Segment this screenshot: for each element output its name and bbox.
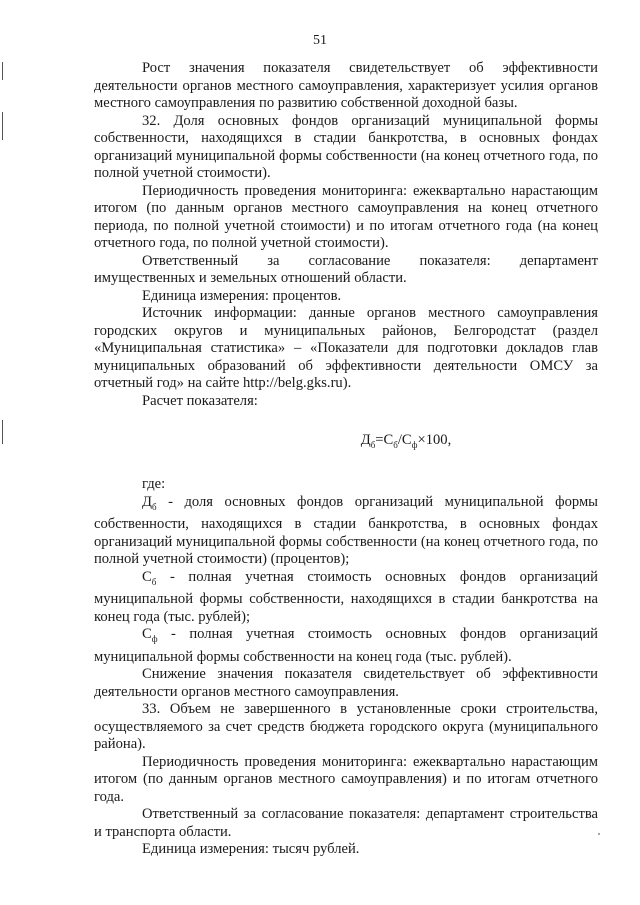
left-margin-mark-1 (2, 62, 3, 80)
formula-c2: С (401, 432, 412, 448)
left-margin-mark-3 (2, 420, 3, 444)
paragraph-decrease: Снижение значения показателя свидетельствует об эффективности деятельности органов местного самоуправления. (94, 666, 598, 700)
scan-speck (598, 833, 600, 835)
formula-eq: = (375, 432, 384, 448)
def-c1-text: - полная учетная стоимость основных фондов организаций муниципальной формы собственности, находящихся в стадии банкротства на конец года (тыс. рублей); (94, 568, 598, 625)
def-c2-letter: С (142, 626, 152, 643)
paragraph-responsible-33: Ответственный за согласование показателя: департамент строительства и транспорта области. (94, 806, 598, 840)
where-label: где: (142, 476, 166, 493)
def-c2-text: - полная учетная стоимость основных фондов организаций муниципальной формы собственности на конец года (тыс. рублей). (94, 626, 598, 665)
formula-c2-sub: ф (411, 439, 418, 450)
formula (94, 432, 598, 454)
def-c1-letter: С (142, 568, 152, 585)
formula-tail: ×100, (417, 432, 452, 448)
formula-c1-sub: б (393, 439, 398, 450)
paragraph-calculation: Расчет показателя: (142, 392, 258, 409)
paragraph-responsible-32: Ответственный за согласование показателя: департамент имущественных и земельных отношений области. (94, 252, 598, 286)
paragraph-source-32: Источник информации: данные органов местного самоуправления городских округов и муниципальных районов, Белгородстат (раздел «Муниципальная статистика» – «Показатели для подготовки докладов глав муниципальных образований об эффективности деятельности ОМСУ за отчетный год» на сайте http://belg.gks.ru). (94, 305, 598, 391)
paragraph-unit-33: Единица измерения: тысяч рублей. (142, 841, 360, 858)
body-text (94, 60, 598, 859)
left-margin-mark-2 (2, 112, 3, 140)
definition-c2 (94, 626, 598, 666)
def-d-text: - доля основных фондов организаций муниципальной формы собственности, находящихся в стадии банкротства, в основных фондах организаций муниципальной формы собственности (на конец отчетного года, по полной учетной стоимости) (процентов); (94, 493, 598, 568)
paragraph-unit-32: Единица измерения: процентов. (142, 287, 342, 304)
paragraph-indicator-33: 33. Объем не завершенного в установленные сроки строительства, осуществляемого за счет средств бюджета городского округа (муниципального района). (94, 701, 598, 753)
formula-c1: С (383, 432, 394, 448)
paragraph-indicator-32: 32. Доля основных фондов организаций муниципальной формы собственности, находящихся в стадии банкротства, в основных фондах организаций муниципальной формы собственности (на конец отчетного года, по полной учетной стоимости). (94, 112, 598, 181)
def-c1-sub: б (151, 576, 157, 587)
paragraph-growth: Рост значения показателя свидетельствует об эффективности деятельности органов местного самоуправления, характеризует усилия органов местного самоуправления по развитию собственной доходной базы. (94, 60, 598, 111)
definition-d (94, 494, 598, 569)
paragraph-periodicity-33: Периодичность проведения мониторинга: ежеквартально нарастающим итогом (по данным органов местного самоуправления) и по итогам отчетного года. (94, 753, 598, 805)
formula-slash: / (397, 432, 402, 448)
formula-d: Д (360, 432, 371, 448)
definition-c1 (94, 569, 598, 626)
paragraph-periodicity-32: Периодичность проведения мониторинга: ежеквартально нарастающим итогом (по данным органов местного самоуправления на конец отчетного периода, по полной учетной стоимости) и по итогам отчетного года (на конец отчетного года, по полной учетной стоимости). (94, 182, 598, 251)
page-number: 51 (313, 33, 327, 48)
def-d-sub: б (151, 501, 157, 512)
formula-d-sub: б (370, 439, 376, 450)
def-d-letter: Д (142, 493, 152, 510)
def-c2-sub: ф (151, 634, 158, 645)
